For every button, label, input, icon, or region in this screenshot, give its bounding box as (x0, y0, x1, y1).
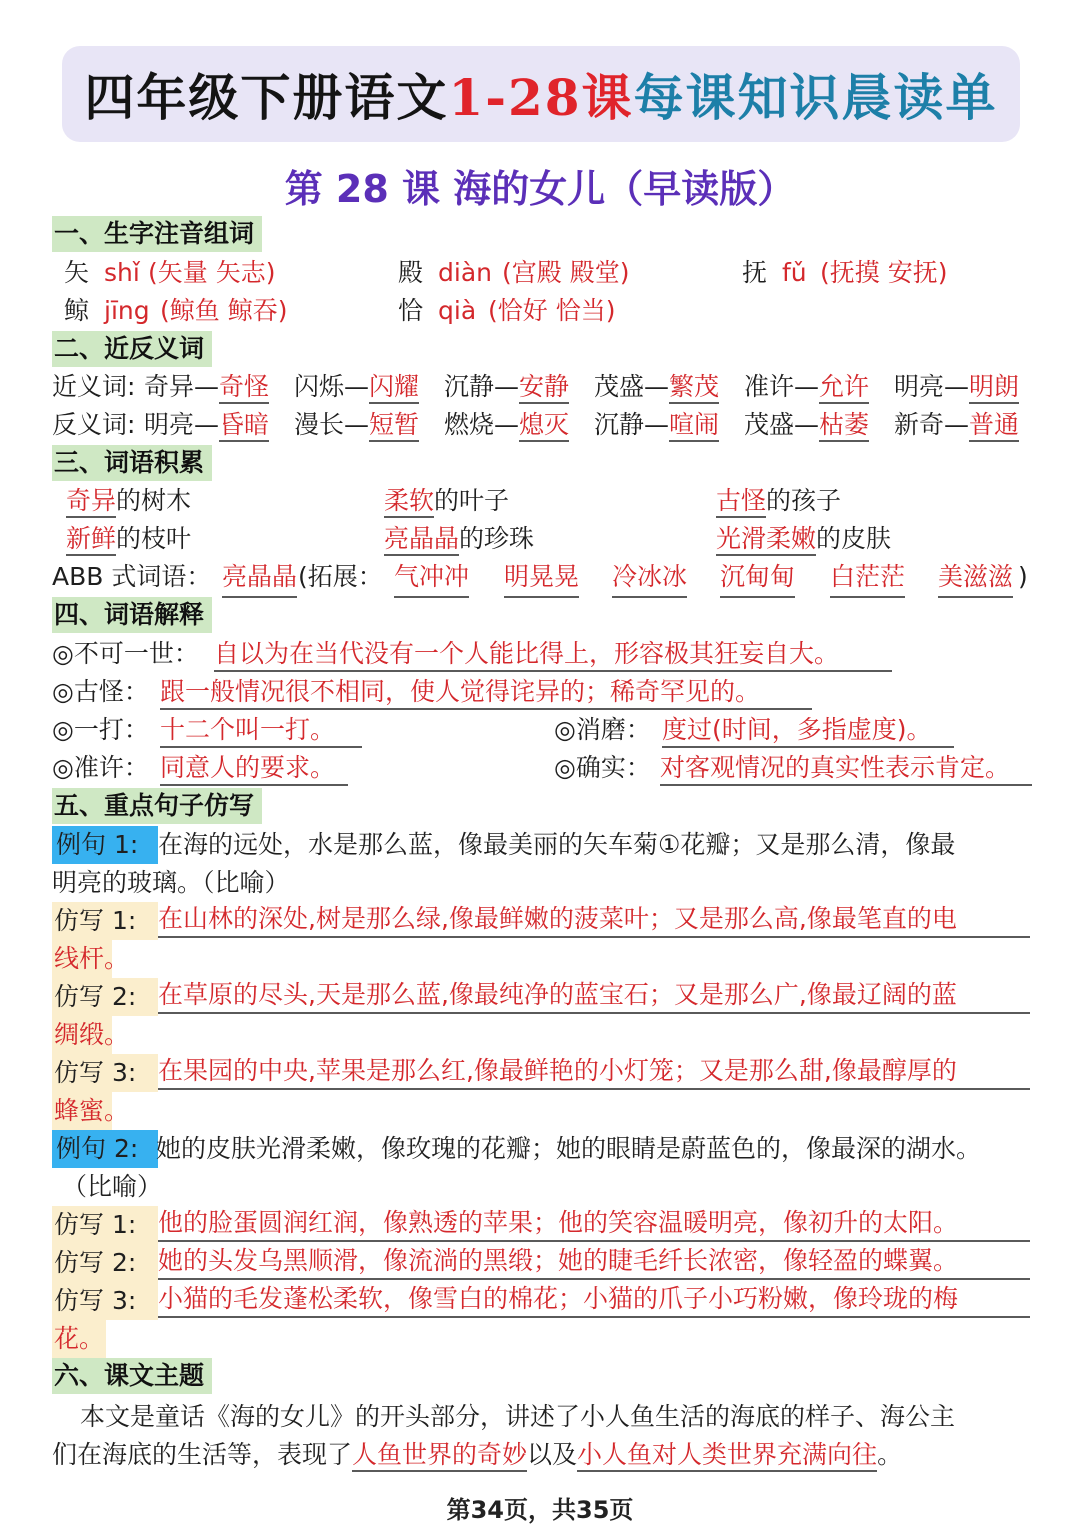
word: 明亮 (144, 410, 195, 439)
jieshi-def: 度过(时间，多指虚度)。 (662, 712, 954, 748)
ciyu-row-1 (52, 483, 1032, 519)
word: 奇异 (144, 372, 195, 401)
example-label: 例句 2: (52, 1130, 158, 1168)
dash: — (194, 410, 220, 439)
fangxie-answer: 小猫的毛发蓬松柔软，像雪白的棉花；小猫的爪子小巧粉嫩，像玲珑的梅 (158, 1282, 1030, 1318)
abb-row (52, 559, 1032, 595)
theme-line-1: 本文是童话《海的女儿》的开头部分，讲述了小人鱼生活的海底的样子、海公主 (80, 1402, 956, 1431)
ciyu-text: 的皮肤 (816, 524, 892, 553)
jieshi-def: 对客观情况的真实性表示肯定。 (660, 750, 1032, 786)
ciyu-row-2 (52, 521, 1032, 557)
dash: — (194, 372, 220, 401)
fangxie-answer: 他的脸蛋圆润红润，像熟透的苹果；他的笑容温暖明亮，像初升的太阳。 (158, 1206, 1030, 1242)
abb-item: 白茫茫 (830, 559, 905, 598)
theme-text: 。 (877, 1440, 903, 1469)
example-sentence: 明亮的玻璃。（比喻） (52, 868, 290, 897)
abb-item: 美滋滋 (938, 559, 1013, 598)
word: 燃烧 (444, 410, 495, 439)
word: 明亮 (894, 372, 945, 401)
shengzi-char: 殿 (398, 258, 424, 287)
abb-item: 气冲冲 (394, 559, 469, 598)
example-sentence: （比喻） (62, 1172, 163, 1201)
antonym-answer: 普通 (969, 410, 1019, 442)
shengzi-pinyin: jīng (104, 296, 150, 325)
fangxie-label: 仿写 1: (52, 902, 158, 940)
ciyu-answer: 柔软 (384, 486, 434, 518)
antonym-answer: 昏暗 (219, 410, 269, 442)
antonym-answer: 喧闹 (669, 410, 719, 442)
shengzi-pinyin: shǐ (104, 258, 140, 287)
jieshi-def: 十二个叫一打。 (160, 712, 362, 748)
theme-text: 们在海底的生活等，表现了 (52, 1440, 353, 1469)
fangxie-answer: 她的头发乌黑顺滑，像流淌的黑缎；她的睫毛纤长浓密，像轻盈的蝶翼。 (158, 1244, 1030, 1280)
title-part-3: 每课知识晨读单 (633, 68, 998, 127)
ciyu-text: 的珍珠 (459, 524, 535, 553)
example-label: 例句 1: (52, 826, 158, 864)
abb-label: ABB 式词语： (52, 562, 212, 591)
section-heading-3: 三、词语积累 (52, 445, 212, 481)
section-heading-1: 一、生字注音组词 (52, 216, 262, 252)
dash: — (794, 410, 820, 439)
section-heading-6: 六、课文主题 (52, 1358, 212, 1394)
synonym-answer: 安静 (519, 372, 569, 404)
example-sentence: 她的皮肤光滑柔嫩，像玫瑰的花瓣；她的眼睛是蔚蓝色的，像最深的湖水。 (156, 1134, 982, 1163)
ciyu-answer: 奇异 (66, 486, 116, 518)
shengzi-words: (恰好 恰当) (488, 296, 616, 325)
synonym-answer: 繁茂 (669, 372, 719, 404)
ciyu-answer: 古怪 (716, 486, 766, 518)
antonym-row (52, 407, 1032, 443)
ciyu-answer: 新鲜 (66, 524, 116, 556)
jieshi-def: 跟一般情况很不相同，使人觉得诧异的；稀奇罕见的。 (160, 674, 812, 710)
ciyu-text: 的叶子 (434, 486, 510, 515)
word: 茂盛 (594, 372, 645, 401)
word: 茂盛 (744, 410, 795, 439)
shengzi-pinyin: diàn (438, 258, 492, 287)
fangxie-answer: 在草原的尽头,天是那么蓝,像最纯净的蓝宝石；又是那么广,像最辽阔的蓝 (158, 978, 1030, 1014)
abb-item: 冷冰冰 (612, 559, 687, 598)
fangxie-answer-wrap (52, 1320, 106, 1358)
ciyu-answer: 光滑柔嫩 (716, 524, 816, 556)
dash: — (944, 372, 970, 401)
page-number: 第34页，共35页 (446, 1496, 634, 1524)
shengzi-char: 矢 (64, 258, 90, 287)
synonym-row (52, 369, 1032, 405)
jieshi-term: ◎一打： (52, 715, 149, 744)
word: 漫长 (294, 410, 345, 439)
jieshi-row-3 (52, 712, 1032, 748)
shengzi-words: (宫殿 殿堂) (502, 258, 630, 287)
synonym-label: 近义词: (52, 372, 136, 401)
word: 闪烁 (294, 372, 345, 401)
ciyu-text: 的枝叶 (116, 524, 192, 553)
fangxie-label: 仿写 2: (52, 978, 158, 1016)
dash: — (494, 372, 520, 401)
jieshi-row-1 (52, 636, 1032, 672)
word: 沉静 (444, 372, 495, 401)
fangxie-answer: 线杆。 (54, 944, 130, 973)
theme-text: 以及 (527, 1440, 578, 1469)
jieshi-term: ◎消磨： (554, 715, 651, 744)
shengzi-row-2 (52, 293, 1032, 329)
dash: — (494, 410, 520, 439)
abb-ext-label: (拓展： (298, 562, 383, 591)
antonym-answer: 枯萎 (819, 410, 869, 442)
shengzi-words: (矢量 矢志) (148, 258, 276, 287)
abb-close: ) (1018, 562, 1028, 591)
fangxie-answer-wrap (52, 1092, 130, 1130)
jieshi-row-4 (52, 750, 1032, 786)
title-part-2: 1-28课 (448, 68, 634, 127)
dash: — (344, 372, 370, 401)
antonym-answer: 短暂 (369, 410, 419, 442)
section-heading-2: 二、近反义词 (52, 331, 212, 367)
fangxie-answer-wrap (52, 940, 130, 978)
title-part-1: 四年级下册语文 (84, 68, 449, 127)
abb-item: 沉甸甸 (720, 559, 795, 598)
jieshi-term: ◎古怪： (52, 677, 149, 706)
fangxie-answer: 在山林的深处,树是那么绿,像最鲜嫩的菠菜叶；又是那么高,像最笔直的电 (158, 902, 1030, 938)
dash: — (344, 410, 370, 439)
theme-answer: 人鱼世界的奇妙 (352, 1440, 527, 1472)
ciyu-answer: 亮晶晶 (384, 524, 459, 556)
dash: — (644, 372, 670, 401)
antonym-answer: 熄灭 (519, 410, 569, 442)
antonym-label: 反义词: (52, 410, 136, 439)
fangxie-answer: 蜂蜜。 (54, 1096, 130, 1125)
lesson-title: 第 28 课 海的女儿（早读版） (284, 167, 796, 211)
dash: — (794, 372, 820, 401)
fangxie-label: 仿写 1: (52, 1206, 158, 1244)
shengzi-char: 抚 (742, 258, 768, 287)
synonym-answer: 闪耀 (369, 372, 419, 404)
shengzi-words: (抚摸 安抚) (820, 258, 948, 287)
abb-main: 亮晶晶 (222, 559, 297, 598)
fangxie-answer: 绸缎。 (54, 1020, 130, 1049)
section-heading-5: 五、重点句子仿写 (52, 788, 262, 824)
fangxie-label: 仿写 3: (52, 1054, 158, 1092)
dash: — (944, 410, 970, 439)
shengzi-char: 恰 (398, 296, 424, 325)
jieshi-term: ◎确实： (554, 753, 651, 782)
word: 沉静 (594, 410, 645, 439)
shengzi-pinyin: qià (438, 296, 477, 325)
fangxie-label: 仿写 2: (52, 1244, 158, 1282)
synonym-answer: 允许 (819, 372, 869, 404)
title-banner (62, 46, 1020, 142)
jieshi-term: ◎不可一世： (52, 639, 199, 668)
shengzi-words: (鲸鱼 鲸吞) (160, 296, 288, 325)
shengzi-pinyin: fǔ (782, 258, 807, 287)
jieshi-row-2 (52, 674, 1032, 710)
ciyu-text: 的孩子 (766, 486, 842, 515)
fangxie-answer: 花。 (54, 1324, 105, 1353)
fangxie-answer: 在果园的中央,苹果是那么红,像最鲜艳的小灯笼；又是那么甜,像最醇厚的 (158, 1054, 1030, 1090)
word: 新奇 (894, 410, 945, 439)
section-heading-4: 四、词语解释 (52, 597, 212, 633)
word: 准许 (744, 372, 795, 401)
jieshi-def: 自以为在当代没有一个人能比得上，形容极其狂妄自大。 (214, 636, 892, 672)
dash: — (644, 410, 670, 439)
synonym-answer: 奇怪 (219, 372, 269, 404)
theme-line-2 (52, 1436, 902, 1474)
abb-item: 明晃晃 (504, 559, 579, 598)
fangxie-answer-wrap (52, 1016, 130, 1054)
shengzi-char: 鲸 (64, 296, 90, 325)
theme-answer: 小人鱼对人类世界充满向往 (577, 1440, 877, 1472)
ciyu-text: 的树木 (116, 486, 192, 515)
synonym-answer: 明朗 (969, 372, 1019, 404)
jieshi-def: 同意人的要求。 (160, 750, 348, 786)
fangxie-label: 仿写 3: (52, 1282, 158, 1320)
example-sentence: 在海的远处，水是那么蓝，像最美丽的矢车菊①花瓣；又是那么清，像最 (158, 830, 956, 859)
shengzi-row-1 (52, 255, 1032, 291)
jieshi-term: ◎准许： (52, 753, 149, 782)
